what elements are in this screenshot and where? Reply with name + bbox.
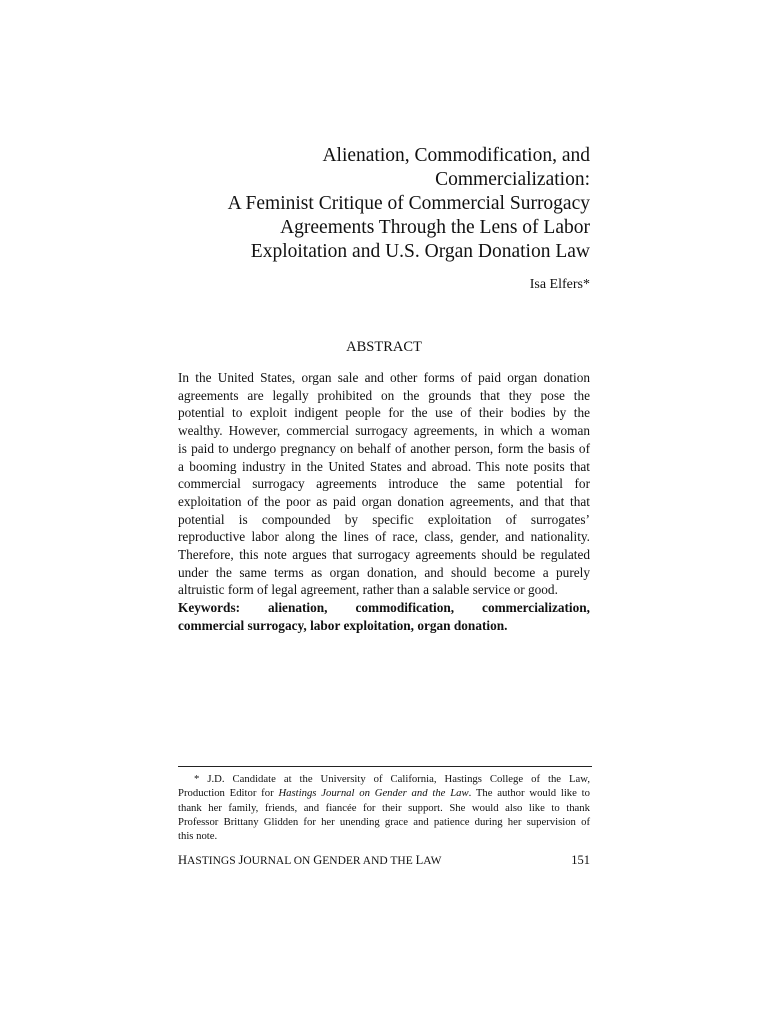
keywords-line: Keywords: alienation, commodification, commercialization, xyxy=(178,600,590,616)
abstract-line: agreements are legally prohibited on the grounds that they pose the xyxy=(178,387,590,403)
abstract-line: In the United States, organ sale and other forms of paid organ donation xyxy=(178,370,590,385)
running-footer xyxy=(178,852,590,869)
footnote-line xyxy=(178,786,590,800)
footnote-text: . The author would like to xyxy=(468,787,590,800)
author-name: Isa Elfers* xyxy=(529,277,590,292)
abstract-line: Therefore, this note argues that surrogacy agreements should be regulated xyxy=(178,547,590,563)
abstract-line: exploitation of the poor as paid organ donation agreements, and that that xyxy=(178,493,590,509)
journal-name: HASTINGS JOURNAL ON GENDER AND THE LAW xyxy=(178,853,442,867)
footnote-line: thank her family, friends, and fiancée for their support. She would also like to thank xyxy=(178,801,590,814)
footnote-divider xyxy=(178,766,592,767)
title-line-3: A Feminist Critique of Commercial Surrogacy xyxy=(227,193,590,214)
journal-title-italic: Hastings Journal on Gender and the Law xyxy=(278,787,469,800)
footnote-text: Production Editor for xyxy=(178,787,279,800)
footnote-line: Professor Brittany Glidden for her unending grace and patience during her supervision of xyxy=(178,815,590,828)
keywords-line: commercial surrogacy, labor exploitation, organ donation. xyxy=(178,617,508,633)
abstract-line: commercial surrogacy agreements introduce the same potential for xyxy=(178,476,590,492)
author-footnote xyxy=(178,772,590,843)
abstract-line: wealthy. However, commercial surrogacy agreements, in which a woman xyxy=(178,423,590,439)
title-line-5: Exploitation and U.S. Organ Donation Law xyxy=(250,241,590,262)
abstract-heading: ABSTRACT xyxy=(346,339,422,355)
abstract-line: potential to exploit indigent people for the use of their bodies by the xyxy=(178,405,590,421)
abstract-body xyxy=(178,369,590,635)
abstract-line: altruistic form of legal agreement, rather than a salable service or good. xyxy=(178,582,558,598)
abstract-line: a booming industry in the United States and abroad. This note posits that xyxy=(178,458,590,474)
title-line-1: Alienation, Commodification, and xyxy=(322,145,590,166)
title-line-4: Agreements Through the Lens of Labor xyxy=(280,217,590,238)
footnote-line: * J.D. Candidate at the University of California, Hastings College of the Law, xyxy=(194,773,590,785)
page-number: 151 xyxy=(571,853,590,867)
title-line-2: Commercialization: xyxy=(435,169,590,190)
abstract-line: is paid to undergo pregnancy on behalf of another person, form the basis of xyxy=(178,440,590,456)
abstract-line: under the same terms as organ donation, and should become a purely xyxy=(178,564,590,580)
abstract-line: potential is compounded by specific exploitation of surrogates’ xyxy=(178,511,590,527)
abstract-line: reproductive labor along the lines of race, class, gender, and nationality. xyxy=(178,529,590,545)
article-title xyxy=(178,144,590,264)
footnote-line: this note. xyxy=(178,830,218,843)
